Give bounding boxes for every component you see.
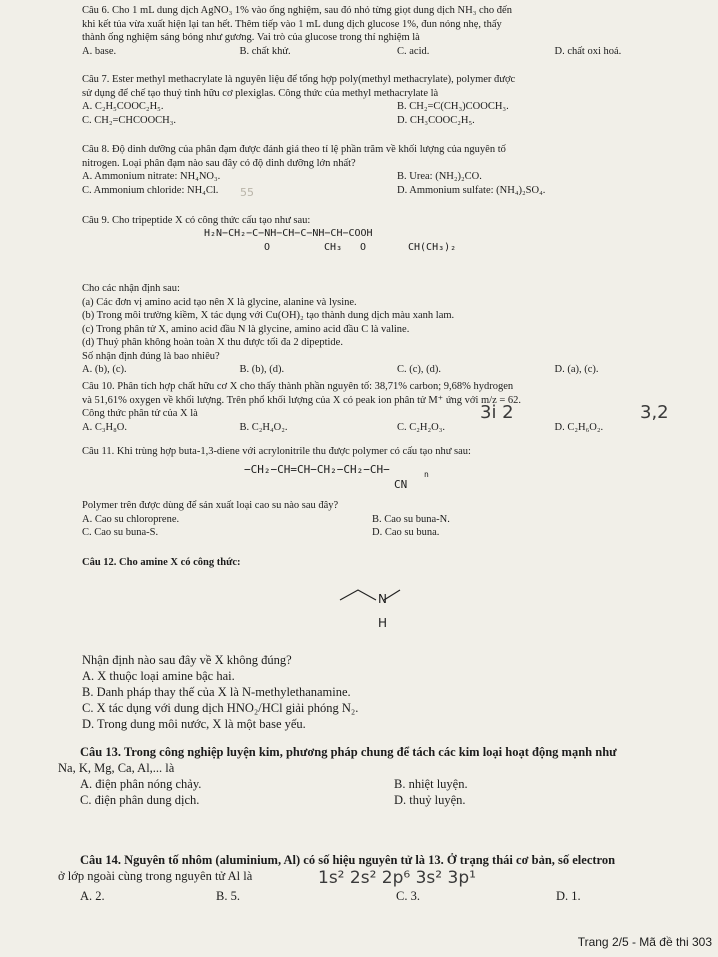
q8-stem-1: Câu 8. Độ dinh dưỡng của phân đạm được đánh giá theo tỉ lệ phần trăm về khối lượng của nguyên tố: [82, 144, 506, 155]
q9-stem: Câu 9. Cho tripeptide X có công thức cấu tạo như sau:: [82, 215, 311, 226]
q9-formula-side: CH(CH₃)₂: [408, 242, 457, 253]
q13-stem-1: Câu 13. Trong công nghiệp luyện kim, phương pháp chung để tách các kim loại hoạt động mạnh như: [80, 745, 617, 759]
q9-formula-ch3: CH₃: [324, 242, 343, 253]
q14-stem-2: ở lớp ngoài cùng trong nguyên tử Al là: [58, 869, 253, 883]
q12-atom-n: N: [378, 592, 387, 606]
q10-options: [82, 421, 712, 435]
q14-options: [58, 888, 712, 904]
question-10: [82, 380, 712, 434]
q10-stem-3: Công thức phân tử của X là: [82, 408, 198, 419]
q9-statement-d: (d) Thuỷ phân không hoàn toàn X thu được tối đa 2 dipeptide.: [82, 337, 343, 348]
q9-statement-a: (a) Các đơn vị amino acid tạo nên X là glycine, alanine và lysine.: [82, 296, 357, 308]
q8-options-row1: [82, 170, 712, 184]
q7-option-c[interactable]: C. CH₂=CHCOOCH₃.: [82, 114, 177, 126]
q9-options: [82, 363, 712, 377]
q9-option-d[interactable]: D. (a), (c).: [554, 364, 599, 375]
q13-stem-2: Na, K, Mg, Ca, Al,... là: [58, 761, 175, 775]
q11-formula: −CH₂−CH=CH−CH₂−CH₂−CH−: [244, 463, 390, 476]
q10-stem-2: và 51,61% oxygen về khối lượng. Trên phổ khối lượng của X có peak ion phân tử M⁺ ứng với m/z = 62.: [82, 394, 522, 406]
q13-option-d[interactable]: D. thuỷ luyện.: [394, 793, 466, 807]
question-6: [82, 4, 712, 58]
q9-ask: Số nhận định đúng là bao nhiêu?: [82, 350, 220, 362]
q10-option-d[interactable]: D. C₂H₆O₂.: [554, 421, 604, 433]
handwritten-note-q8: 55: [240, 186, 254, 199]
q11-options-row2: [82, 526, 712, 540]
q11-option-b[interactable]: B. Cao su buna-N.: [372, 513, 450, 525]
question-13: [58, 744, 712, 808]
handwritten-electron-config: 1s² 2s² 2p⁶ 3s² 3p¹: [318, 868, 476, 888]
q13-option-a[interactable]: A. điện phân nóng chảy.: [80, 777, 202, 791]
question-7: [82, 73, 712, 127]
q6-option-a[interactable]: A. base.: [82, 45, 117, 57]
q10-stem-1: Câu 10. Phân tích hợp chất hữu cơ X cho thấy thành phần nguyên tố: 38,71% carbon; 9,68% hydrogen: [82, 381, 514, 392]
question-11-body: [82, 499, 712, 540]
question-9-stem: [82, 214, 712, 228]
q8-option-c[interactable]: C. Ammonium chloride: NH₄Cl.: [82, 184, 219, 196]
q7-option-b[interactable]: B. CH₂=C(CH₃)COOCH₃.: [397, 101, 509, 112]
q11-option-c[interactable]: C. Cao su buna-S.: [82, 527, 159, 538]
q12-option-b[interactable]: B. Danh pháp thay thế của X là N-methylethanamine.: [82, 685, 351, 699]
q12-option-a[interactable]: A. X thuộc loại amine bậc hai.: [82, 669, 235, 683]
q10-option-a[interactable]: A. C₃H₈O.: [82, 421, 127, 433]
q12-option-c[interactable]: C. X tác dụng với dung dịch HNO₂/HCl giải phóng N₂.: [82, 701, 359, 715]
q9-formula-o2: O: [360, 242, 367, 253]
question-8: [82, 143, 712, 197]
q6-stem-2: khi kết tủa vừa xuất hiện lại tan hết. Thêm tiếp vào 1 mL dung dịch glucose 1%, đun nóng nhẹ, thấy: [82, 18, 502, 30]
q7-options-row2: [82, 114, 712, 128]
q9-option-b[interactable]: B. (b), (d).: [239, 364, 285, 375]
q13-option-b[interactable]: B. nhiệt luyện.: [394, 777, 468, 791]
q7-option-a[interactable]: A. C₂H₅COOC₂H₅.: [82, 101, 164, 112]
q9-statement-b: (b) Trong môi trường kiềm, X tác dụng với Cu(OH)₂ tạo thành dung dịch màu xanh lam.: [82, 310, 455, 321]
q13-options-row2: [58, 792, 712, 808]
q11-option-a[interactable]: A. Cao su chloroprene.: [82, 513, 180, 525]
q6-stem-1: Câu 6. Cho 1 mL dung dịch AgNO₃ 1% vào ống nghiệm, sau đó nhỏ từng giọt dung dịch NH₃ cho đến: [82, 5, 512, 16]
q9-statement-c: (c) Trong phân tử X, amino acid đầu N là glycine, amino acid đầu C là valine.: [82, 323, 410, 335]
q9-formula-o1: O: [264, 242, 271, 253]
q13-option-c[interactable]: C. điện phân dung dịch.: [80, 793, 200, 807]
question-12-body: [82, 652, 712, 732]
q8-option-a[interactable]: A. Ammonium nitrate: NH₄NO₃.: [82, 171, 221, 182]
q11-ask: Polymer trên được dùng để sản xuất loại cao su nào sau đây?: [82, 500, 339, 511]
q8-options-row2: [82, 184, 712, 198]
q14-option-a[interactable]: A. 2.: [80, 889, 105, 903]
q12-ask: Nhận định nào sau đây về X không đúng?: [82, 653, 292, 667]
page-footer: Trang 2/5 - Mã đề thi 303: [577, 935, 712, 949]
q7-option-d[interactable]: D. CH₃COOC₂H₅.: [397, 114, 475, 126]
question-9-body: [82, 282, 712, 377]
q7-options-row1: [82, 100, 712, 114]
q6-option-b[interactable]: B. chất khử.: [239, 45, 291, 57]
q6-option-c[interactable]: C. acid.: [397, 45, 430, 57]
q12-stem: Câu 12. Cho amine X có công thức:: [82, 557, 241, 568]
q10-option-c[interactable]: C. C₂H₂O₃.: [397, 421, 446, 433]
q9-option-c[interactable]: C. (c), (d).: [397, 364, 442, 375]
q7-stem-2: sử dụng để chế tạo thuỷ tinh hữu cơ plexiglas. Công thức của methyl methacrylate là: [82, 87, 439, 99]
q10-option-b[interactable]: B. C₂H₄O₂.: [239, 421, 288, 433]
q11-formula-cn: CN: [394, 478, 408, 491]
q11-stem: Câu 11. Khi trùng hợp buta-1,3-diene với acrylonitrile thu được polymer có cấu tạo như sau:: [82, 446, 471, 457]
q12-amine-structure: [332, 586, 402, 642]
q12-option-d[interactable]: D. Trong dung môi nước, X là một base yếu.: [82, 717, 306, 731]
q9-option-a[interactable]: A. (b), (c).: [82, 364, 127, 375]
q14-option-b[interactable]: B. 5.: [216, 889, 240, 903]
question-12-stem: [82, 556, 712, 570]
q6-options: [82, 45, 712, 59]
q12-atom-h: H: [378, 616, 388, 630]
q11-formula-n: n: [424, 470, 429, 479]
q11-option-d[interactable]: D. Cao su buna.: [372, 527, 440, 538]
q6-stem-3: thành ống nghiệm sáng bóng như gương. Vai trò của glucose trong thí nghiệm là: [82, 32, 420, 43]
q6-option-d[interactable]: D. chất oxi hoá.: [554, 45, 622, 57]
q8-stem-2: nitrogen. Loại phân đạm nào sau đây có độ dinh dưỡng lớn nhất?: [82, 157, 356, 169]
q12-skeletal-bonds: [340, 590, 376, 600]
q13-options-row1: [58, 776, 712, 792]
q8-option-d[interactable]: D. Ammonium sulfate: (NH₄)₂SO₄.: [397, 184, 546, 196]
q14-option-d[interactable]: D. 1.: [556, 889, 581, 903]
q14-option-c[interactable]: C. 3.: [396, 889, 420, 903]
q11-options-row1: [82, 513, 712, 527]
q9-intro: Cho các nhận định sau:: [82, 283, 180, 294]
handwritten-note-q10: 3,2: [640, 402, 669, 423]
q9-formula-main: H₂N−CH₂−C−NH−CH−C−NH−CH−COOH: [204, 228, 373, 239]
q7-stem-1: Câu 7. Ester methyl methacrylate là nguyên liệu để tổng hợp poly(methyl methacrylate), polymer được: [82, 74, 516, 85]
q14-stem-1: Câu 14. Nguyên tố nhôm (aluminium, Al) có số hiệu nguyên tử là 13. Ở trạng thái cơ bản, số electron: [80, 853, 616, 867]
question-11-stem: [82, 445, 712, 459]
handwritten-note-q9: 3i 2: [480, 402, 514, 423]
q8-option-b[interactable]: B. Urea: (NH₂)₂CO.: [397, 171, 482, 182]
